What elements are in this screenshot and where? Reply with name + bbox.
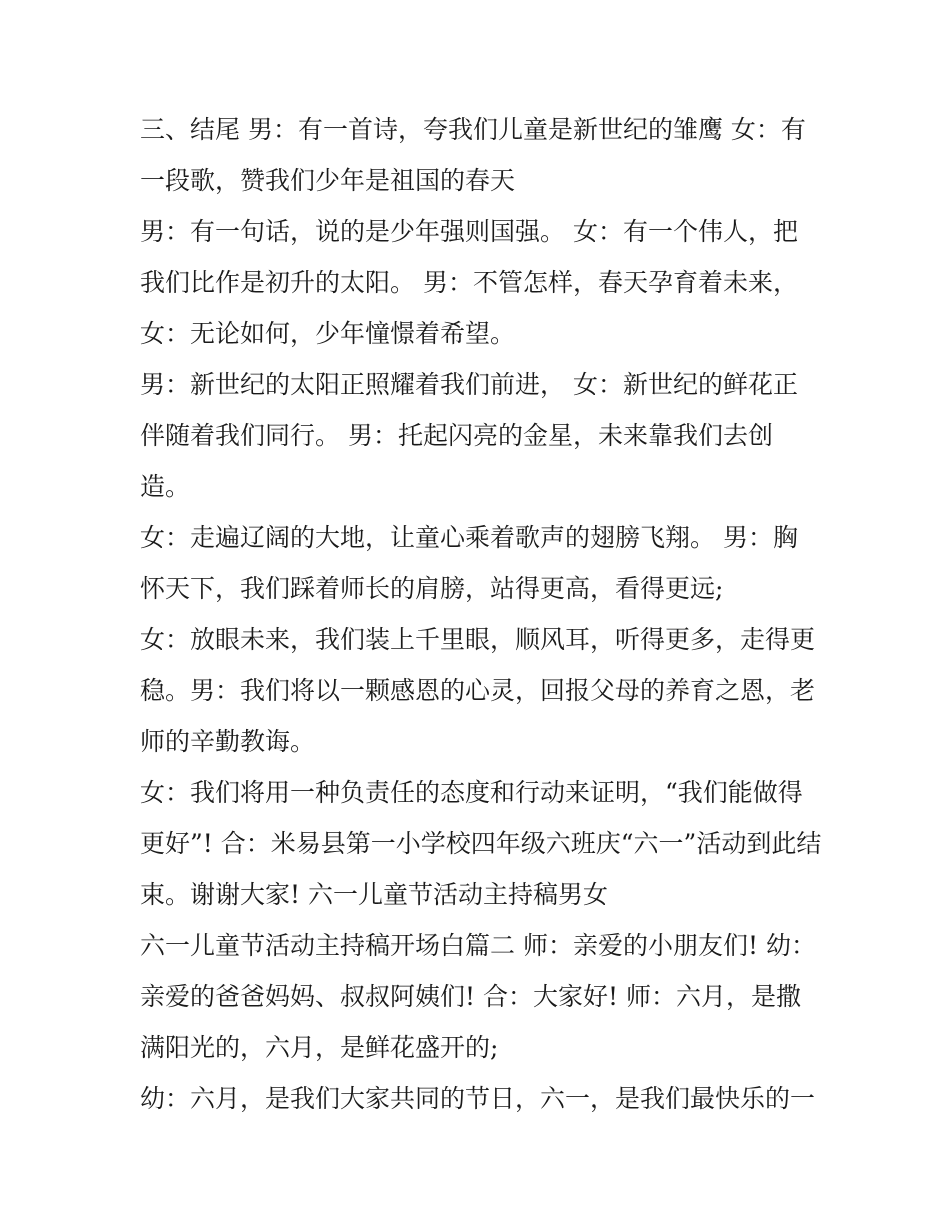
text-line: 女：放眼未来，我们装上千里眼，顺风耳，听得更多，走得更: [140, 625, 816, 654]
text-line: 男：有一句话，说的是少年强则国强。 女：有一个伟人，把: [140, 217, 798, 246]
text-line: 稳。男：我们将以一颗感恩的心灵，回报父母的养育之恩，老: [140, 676, 816, 705]
text-line: 更好”! 合：米易县第一小学校四年级六班庆“六一”活动到此结: [140, 829, 822, 858]
text-line: 女：我们将用一种负责任的态度和行动来证明，“我们能做得: [140, 778, 803, 807]
text-line: 亲爱的爸爸妈妈、叔叔阿姨们! 合：大家好! 师：六月，是撒: [140, 982, 801, 1011]
text-line: 造。: [140, 472, 191, 501]
text-line: 我们比作是初升的太阳。 男：不管怎样，春天孕育着未来，: [140, 268, 798, 297]
text-line: 满阳光的，六月，是鲜花盛开的;: [140, 1033, 499, 1062]
text-line: 一段歌，赞我们少年是祖国的春天: [140, 166, 516, 195]
text-line: 男：新世纪的太阳正照耀着我们前进， 女：新世纪的鲜花正: [140, 370, 798, 399]
text-line: 女：走遍辽阔的大地，让童心乘着歌声的翅膀飞翔。 男：胸: [140, 523, 798, 552]
text-line: 三、结尾 男：有一首诗，夸我们儿童是新世纪的雏鹰 女：有: [140, 115, 806, 144]
document-body: [140, 104, 820, 1124]
text-line: 伴随着我们同行。 男：托起闪亮的金星，未来靠我们去创: [140, 421, 773, 450]
text-line: 怀天下，我们踩着师长的肩膀，站得更高，看得更远;: [140, 574, 724, 603]
text-line: 女：无论如何，少年憧憬着希望。: [140, 319, 516, 348]
text-line: 师的辛勤教诲。: [140, 727, 316, 756]
text-line: 六一儿童节活动主持稿开场白篇二 师：亲爱的小朋友们! 幼：: [140, 931, 816, 960]
text-line: 束。谢谢大家! 六一儿童节活动主持稿男女: [140, 880, 608, 909]
text-line: 幼：六月，是我们大家共同的节日，六一，是我们最快乐的一: [140, 1084, 816, 1113]
